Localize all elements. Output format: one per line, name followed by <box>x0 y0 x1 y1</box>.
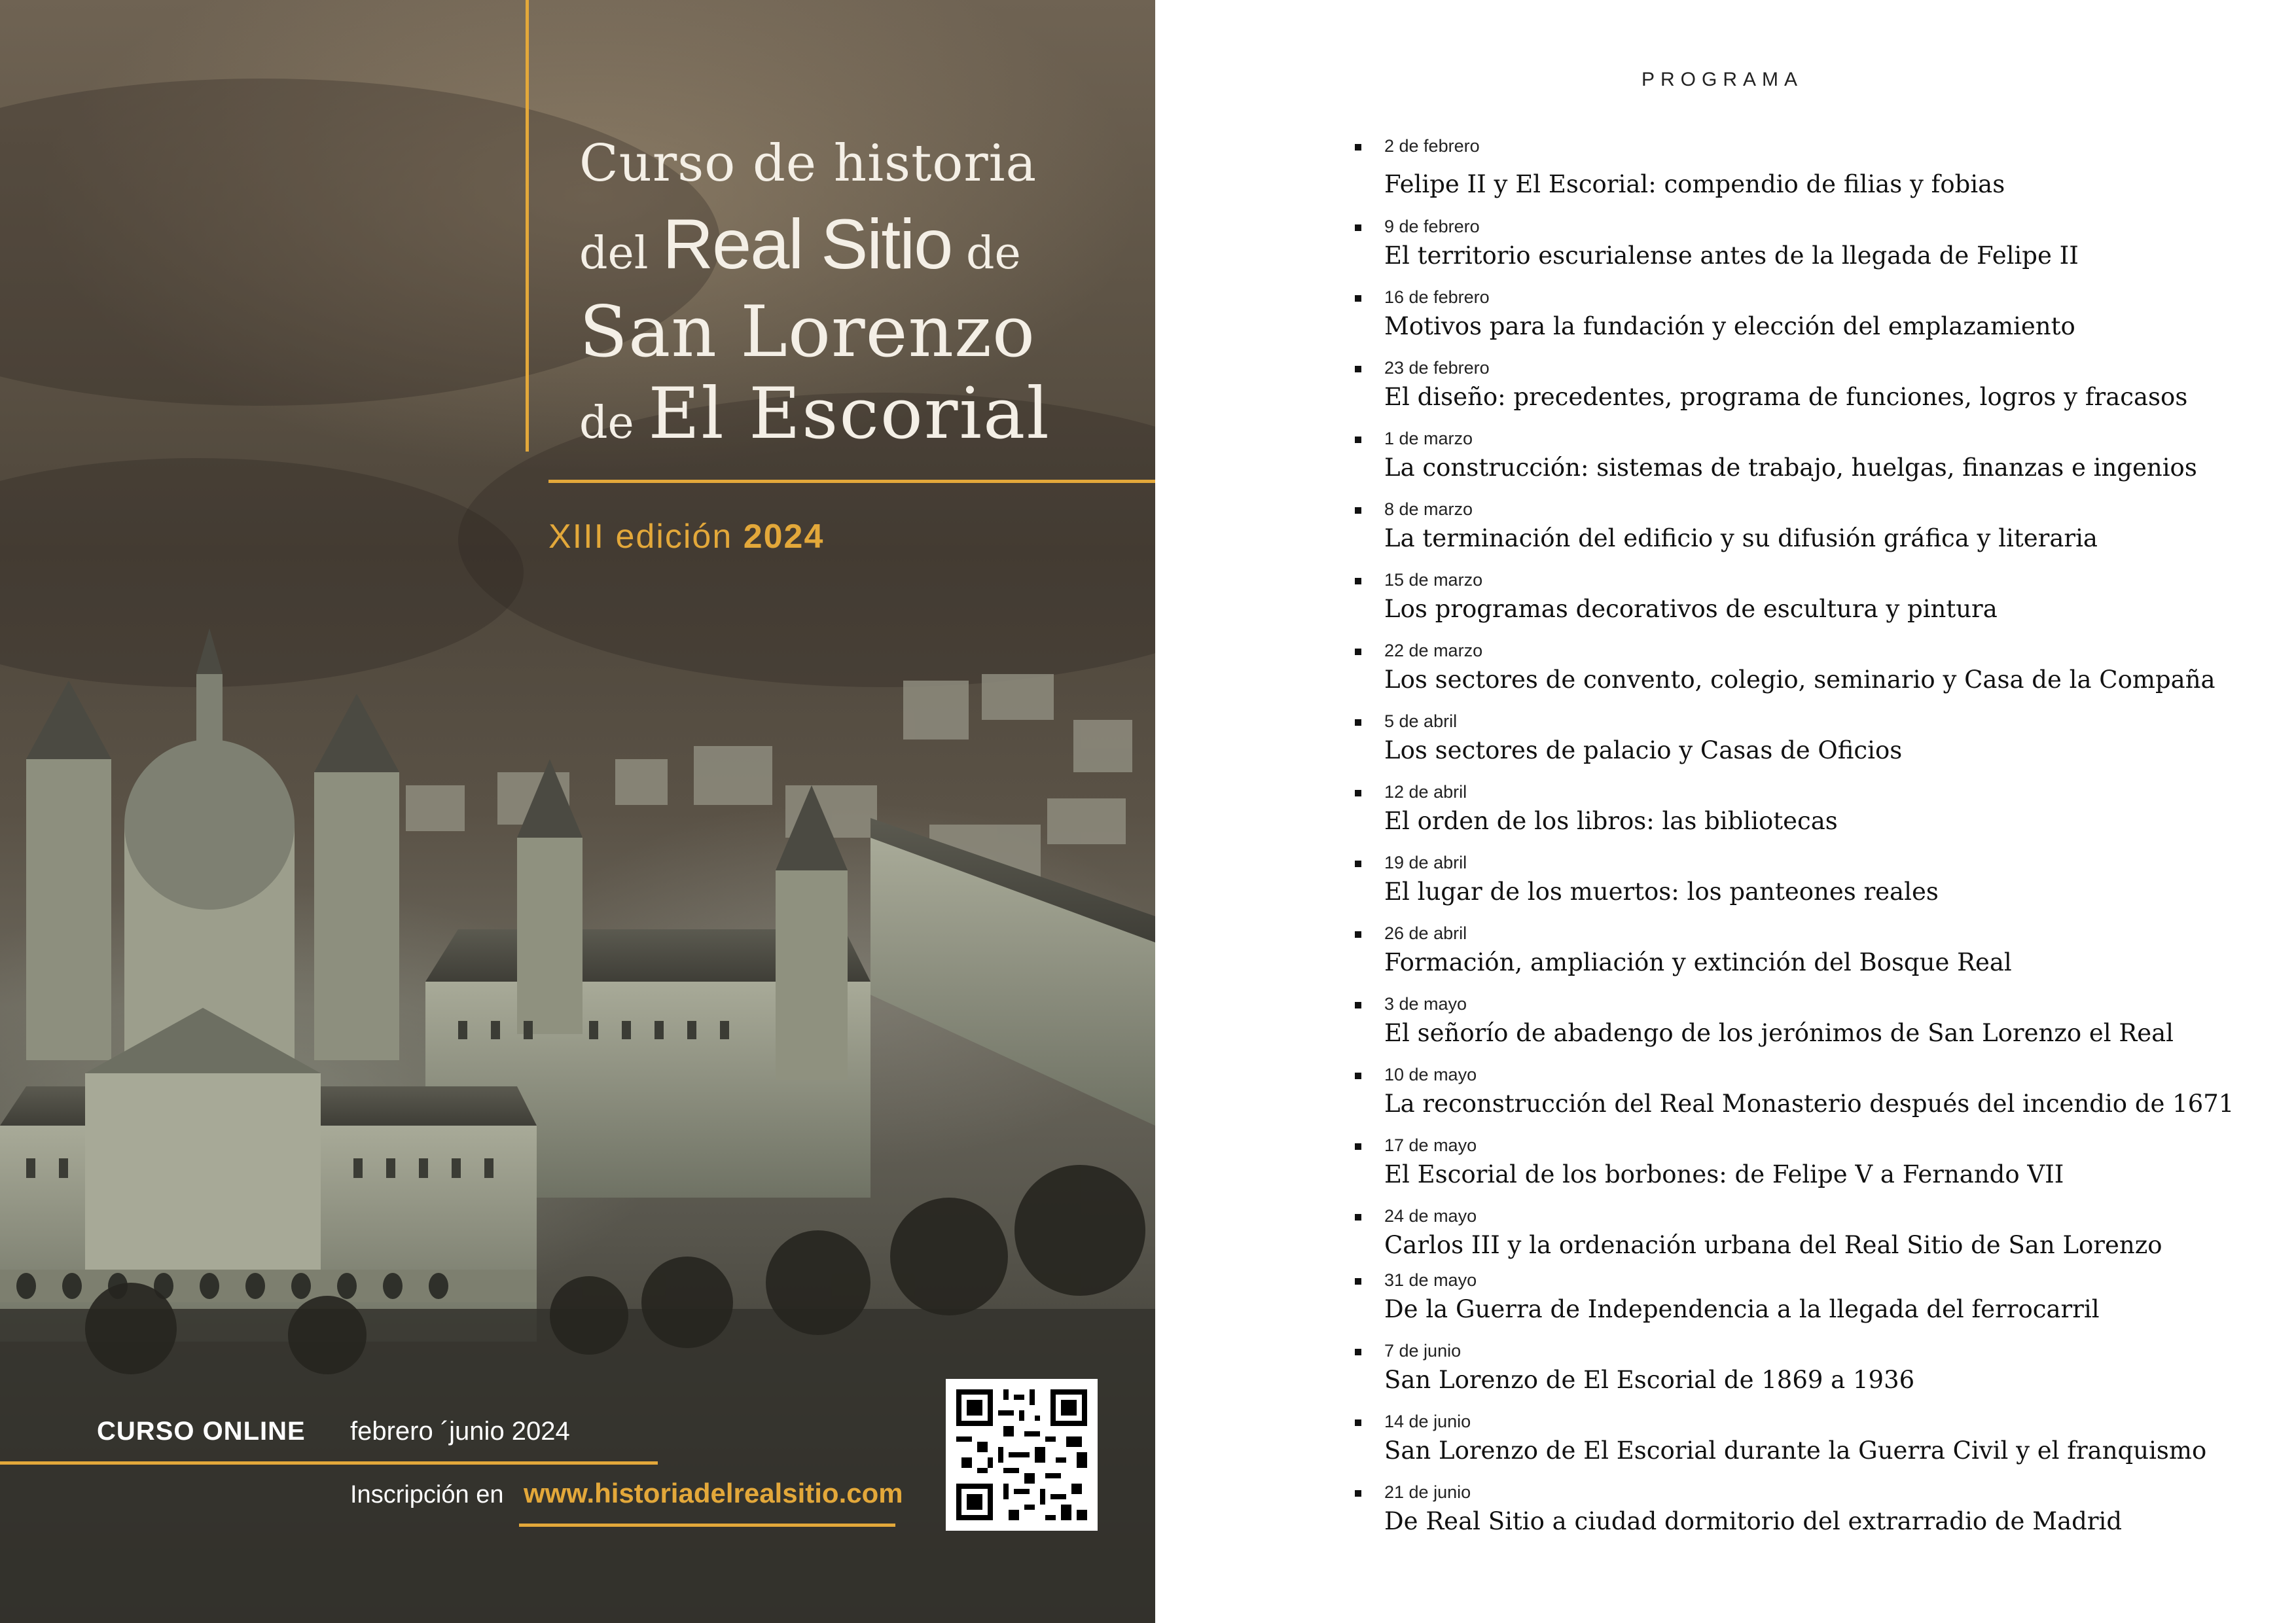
session-title: El diseño: precedentes, programa de funciones, logros y fracasos <box>1384 383 2188 411</box>
session-title: El lugar de los muertos: los panteones reales <box>1384 878 1939 906</box>
bullet-icon <box>1355 437 1361 443</box>
session-date: 5 de abril <box>1384 711 1458 731</box>
online-rule <box>0 1461 658 1465</box>
bullet-icon <box>1355 1002 1361 1008</box>
session-date: 2 de febrero <box>1384 136 1480 156</box>
title-line-2-pre: del <box>579 228 663 279</box>
bullet-icon <box>1355 1214 1361 1221</box>
title-line-4 <box>579 373 1050 455</box>
session-title: Los sectores de convento, colegio, seminario y Casa de la Compaña <box>1384 666 2215 694</box>
session-title: De Real Sitio a ciudad dormitorio del extrarradio de Madrid <box>1384 1507 2123 1535</box>
bullet-icon <box>1355 1349 1361 1355</box>
session-title: El territorio escurialense antes de la llegada de Felipe II <box>1384 241 2079 270</box>
title-line-4-big: El Escorial <box>648 373 1050 455</box>
title-vertical-rule <box>526 0 529 452</box>
session-title: La terminación del edificio y su difusión gráfica y literaria <box>1384 524 2098 552</box>
session-date: 31 de mayo <box>1384 1270 1477 1290</box>
qr-code[interactable] <box>946 1379 1098 1531</box>
bullet-icon <box>1355 366 1361 372</box>
session-title: La reconstrucción del Real Monasterio después del incendio de 1671 <box>1384 1090 2234 1118</box>
bullet-icon <box>1355 649 1361 655</box>
session-title: La construcción: sistemas de trabajo, huelgas, finanzas e ingenios <box>1384 454 2197 482</box>
session-date: 16 de febrero <box>1384 287 1490 307</box>
session-title: El orden de los libros: las bibliotecas <box>1384 807 1838 835</box>
inscription-label: Inscripción en <box>350 1481 504 1508</box>
bullet-icon <box>1355 931 1361 938</box>
session-title: Los programas decorativos de escultura y pintura <box>1384 595 1998 623</box>
session-date: 26 de abril <box>1384 923 1467 943</box>
bullet-icon <box>1355 1143 1361 1150</box>
session-date: 22 de marzo <box>1384 641 1483 660</box>
session-date: 17 de mayo <box>1384 1135 1477 1155</box>
session-title: Carlos III y la ordenación urbana del Real Sitio de San Lorenzo <box>1384 1231 2162 1259</box>
session-date: 10 de mayo <box>1384 1065 1477 1084</box>
edition-label <box>548 517 824 556</box>
bullet-icon <box>1355 1278 1361 1285</box>
bullet-icon <box>1355 790 1361 796</box>
session-title: Felipe II y El Escorial: compendio de filias y fobias <box>1384 170 2005 198</box>
session-date: 21 de junio <box>1384 1482 1471 1502</box>
title-horizontal-rule <box>548 480 1155 483</box>
bullet-icon <box>1355 1073 1361 1079</box>
session-date: 23 de febrero <box>1384 358 1490 378</box>
course-online-label: CURSO ONLINE <box>97 1417 306 1446</box>
bullet-icon <box>1355 507 1361 514</box>
course-dates: febrero ´junio 2024 <box>350 1417 570 1446</box>
session-title: De la Guerra de Independencia a la llegada del ferrocarril <box>1384 1295 2100 1323</box>
title-line-3: San Lorenzo <box>579 291 1036 373</box>
session-date: 24 de mayo <box>1384 1206 1477 1226</box>
title-line-2-big: Real Sitio <box>662 204 952 283</box>
session-title: El Escorial de los borbones: de Felipe V a Fernando VII <box>1384 1160 2064 1188</box>
session-title: Formación, ampliación y extinción del Bosque Real <box>1384 948 2012 976</box>
session-date: 12 de abril <box>1384 782 1467 802</box>
session-date: 1 de marzo <box>1384 429 1473 448</box>
qr-code-icon <box>946 1379 1098 1531</box>
bullet-icon <box>1355 1419 1361 1426</box>
session-title: San Lorenzo de El Escorial de 1869 a 1936 <box>1384 1366 1915 1394</box>
title-line-2-post: de <box>952 228 1021 279</box>
session-date: 19 de abril <box>1384 853 1467 872</box>
session-date: 14 de junio <box>1384 1412 1471 1431</box>
bullet-icon <box>1355 861 1361 867</box>
bullet-icon <box>1355 1490 1361 1497</box>
session-title: Los sectores de palacio y Casas de Oficios <box>1384 736 1903 764</box>
session-date: 8 de marzo <box>1384 499 1473 519</box>
session-date: 7 de junio <box>1384 1341 1462 1361</box>
title-line-1: Curso de historia <box>579 134 1037 193</box>
website-link[interactable]: www.historiadelrealsitio.com <box>524 1478 903 1508</box>
bullet-icon <box>1355 144 1361 151</box>
session-date: 15 de marzo <box>1384 570 1483 590</box>
bullet-icon <box>1355 295 1361 302</box>
bullet-icon <box>1355 719 1361 726</box>
bullet-icon <box>1355 224 1361 231</box>
session-title: Motivos para la fundación y elección del emplazamiento <box>1384 312 2075 340</box>
bullet-icon <box>1355 578 1361 584</box>
programme-heading: PROGRAMA <box>1641 69 1804 90</box>
edition-year: 2024 <box>743 518 825 556</box>
session-title: San Lorenzo de El Escorial durante la Guerra Civil y el franquismo <box>1384 1436 2207 1465</box>
session-title: El señorío de abadengo de los jerónimos de San Lorenzo el Real <box>1384 1019 2174 1047</box>
title-line-4-pre: de <box>579 397 649 449</box>
website-underline <box>519 1524 895 1527</box>
title-line-2 <box>579 203 1021 285</box>
session-date: 9 de febrero <box>1384 217 1480 236</box>
session-date: 3 de mayo <box>1384 994 1467 1014</box>
edition-text: XIII edición <box>548 518 744 556</box>
